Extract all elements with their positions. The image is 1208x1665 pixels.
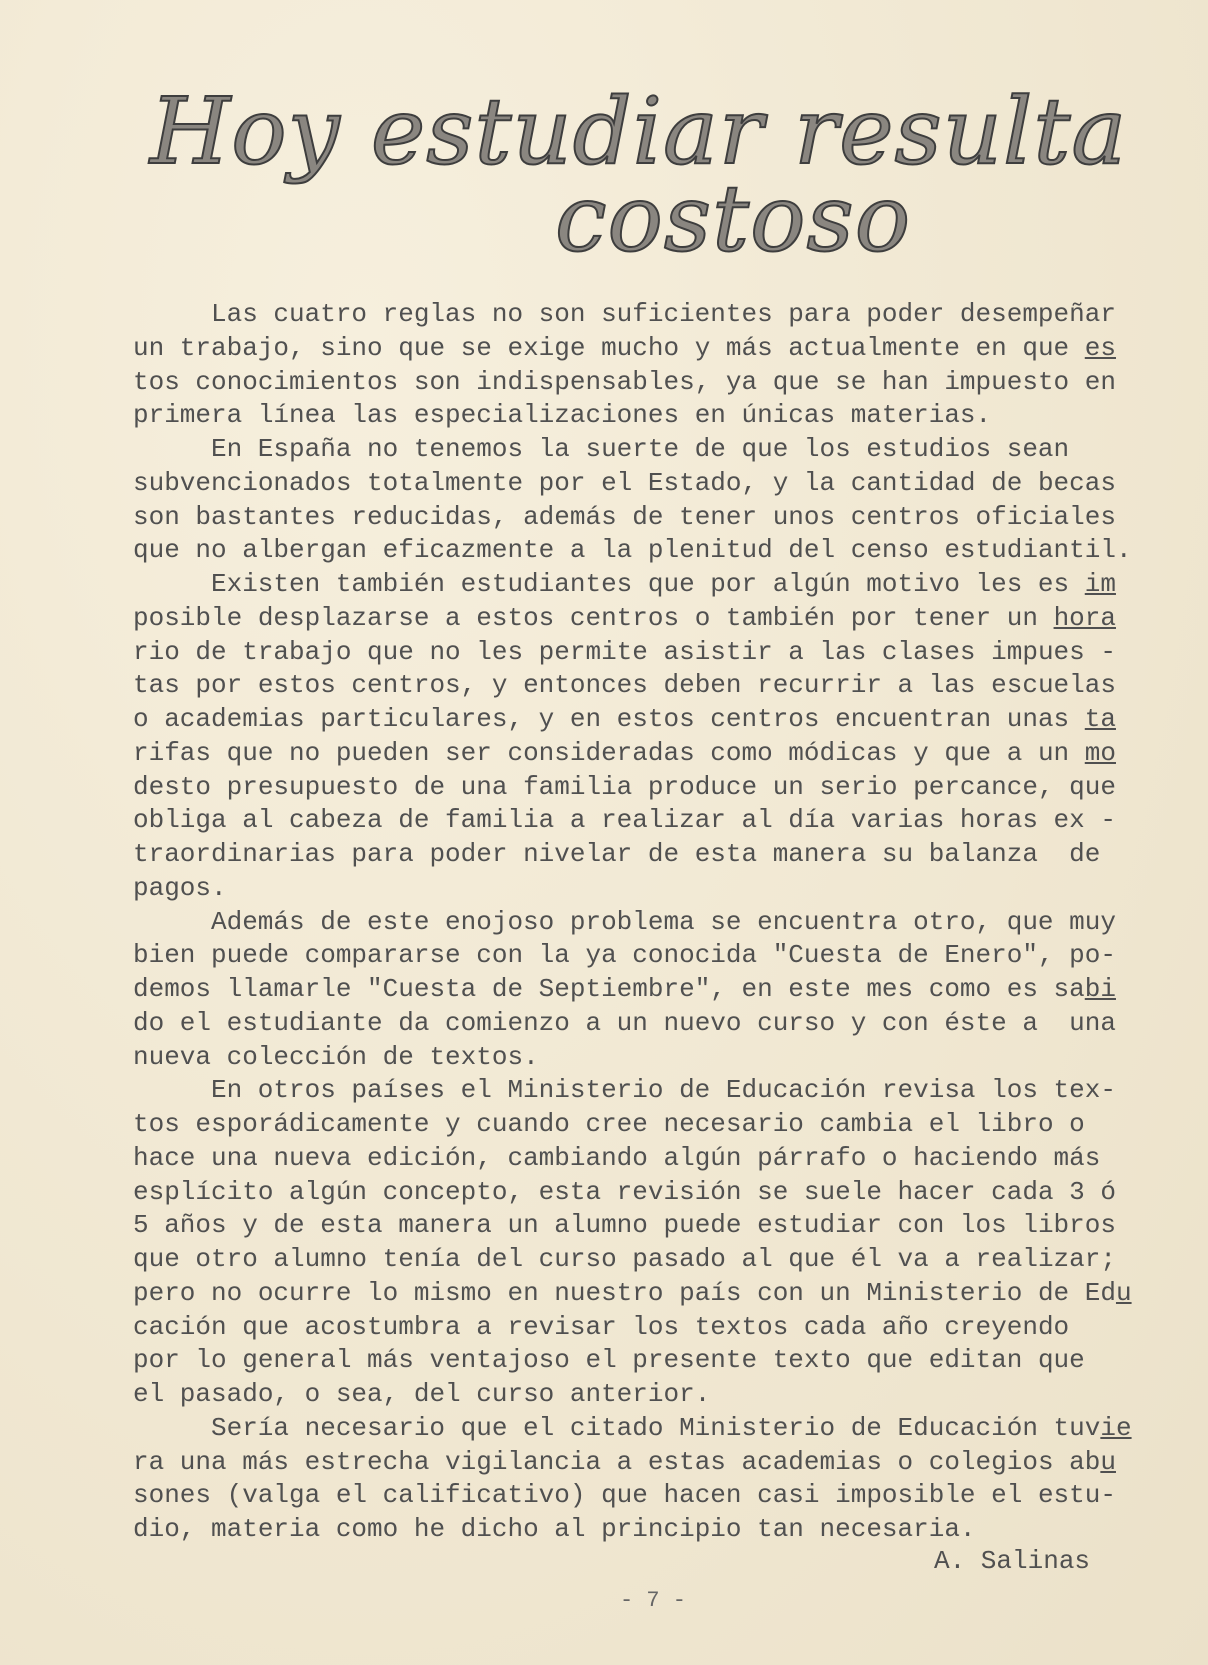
text-line	[133, 737, 1133, 771]
hyphenation-fragment: u	[1100, 1446, 1116, 1477]
text-line-content: Sería necesario que el citado Ministerio de Educación tuv	[211, 1412, 1101, 1443]
text-line	[133, 1007, 1133, 1041]
text-line	[133, 1209, 1133, 1243]
hyphenation-fragment: im	[1084, 569, 1116, 599]
text-line	[133, 1041, 1133, 1075]
text-line-content: obliga al cabeza de familia a realizar al día varias horas ex -	[133, 805, 1116, 836]
text-line	[133, 568, 1133, 602]
text-line-content: tos esporádicamente y cuando cree necesario cambia el libro o	[133, 1109, 1085, 1139]
text-line-content: que otro alumno tenía del curso pasado al que él va a realizar;	[133, 1244, 1116, 1274]
text-line	[133, 973, 1133, 1007]
text-line	[133, 1412, 1133, 1446]
text-line-content: rio de trabajo que no les permite asistir a las clases impues -	[133, 636, 1116, 667]
text-line	[133, 939, 1133, 973]
hyphenation-fragment: mo	[1084, 737, 1116, 768]
text-line	[133, 1311, 1133, 1345]
hyphenation-fragment: u	[1115, 1277, 1132, 1308]
text-line	[133, 1142, 1133, 1176]
text-line	[133, 669, 1133, 703]
text-line	[133, 872, 1133, 906]
text-line-content: pagos.	[133, 872, 227, 903]
text-line	[133, 298, 1133, 332]
text-line	[133, 838, 1133, 872]
article-title-line-1: Hoy estudiar resulta	[150, 78, 1128, 185]
text-line-content: bien puede compararse con la ya conocida "Cuesta de Enero", po-	[133, 940, 1116, 971]
text-line-content: hace una nueva edición, cambiando algún párrafo o haciendo más	[133, 1142, 1101, 1173]
text-line	[133, 332, 1133, 366]
text-line-content: el pasado, o sea, del curso anterior.	[133, 1379, 711, 1409]
text-line-content: esplícito algún concepto, esta revisión se suele hacer cada 3 ó	[133, 1176, 1116, 1207]
text-line	[133, 771, 1133, 805]
text-line-content: posible desplazarse a estos centros o también por tener un	[133, 602, 1054, 633]
hyphenation-fragment: bi	[1084, 974, 1116, 1004]
text-line-content: En España no tenemos la suerte de que los estudios sean	[211, 434, 1070, 464]
text-line	[133, 1344, 1133, 1378]
text-line	[133, 602, 1133, 636]
text-line-content: do el estudiante da comienzo a un nuevo curso y con éste a una	[133, 1007, 1116, 1038]
text-line	[133, 804, 1133, 838]
text-line	[133, 1243, 1133, 1277]
text-line-content: demos llamarle "Cuesta de Septiembre", en este mes como es sa	[133, 974, 1085, 1004]
text-line-content: tos conocimientos son indispensables, ya que se han impuesto en	[133, 366, 1116, 397]
hyphenation-fragment: es	[1084, 332, 1116, 363]
text-line	[133, 366, 1133, 400]
text-line-content: un trabajo, sino que se exige mucho y más actualmente en que	[133, 332, 1085, 363]
text-line-content: ra una más estrecha vigilancia a estas academias o colegios ab	[133, 1446, 1101, 1477]
text-line-content: Además de este enojoso problema se encuentra otro, que muy	[211, 906, 1116, 937]
text-line	[133, 1479, 1133, 1513]
text-line	[133, 1277, 1133, 1311]
article-body	[133, 298, 1133, 1547]
text-line-content: tas por estos centros, y entonces deben recurrir a las escuelas	[133, 670, 1116, 701]
page-number: - 7 -	[620, 1588, 687, 1613]
text-line	[133, 636, 1133, 670]
text-line-content: o academias particulares, y en estos centros encuentran unas	[133, 704, 1085, 734]
text-line	[133, 1108, 1133, 1142]
author-signature: A. Salinas	[934, 1546, 1091, 1576]
hyphenation-fragment: ta	[1084, 704, 1116, 734]
text-line	[133, 1074, 1133, 1108]
article-title-line-2: costoso	[555, 165, 912, 272]
text-line-content: pero no ocurre lo mismo en nuestro país con un Ministerio de Ed	[133, 1277, 1116, 1308]
hyphenation-fragment: hora	[1053, 602, 1116, 633]
hyphenation-fragment: ie	[1100, 1412, 1132, 1443]
text-line-content: son bastantes reducidas, además de tener unos centros oficiales	[133, 501, 1116, 532]
text-line	[133, 501, 1133, 535]
text-line-content: que no albergan eficazmente a la plenitud del censo estudiantil.	[133, 535, 1132, 566]
text-line-content: nueva colección de textos.	[133, 1041, 539, 1072]
text-line-content: 5 años y de esta manera un alumno puede estudiar con los libros	[133, 1210, 1116, 1241]
text-line-content: rifas que no pueden ser consideradas como módicas y que a un	[133, 737, 1085, 768]
text-line	[133, 1176, 1133, 1210]
text-line	[133, 399, 1133, 433]
text-line-content: traordinarias para poder nivelar de esta manera su balanza de	[133, 839, 1101, 869]
text-line	[133, 534, 1133, 568]
text-line-content: desto presupuesto de una familia produce un serio percance, que	[133, 771, 1116, 802]
text-line	[133, 906, 1133, 940]
text-line-content: primera línea las especializaciones en únicas materias.	[133, 400, 992, 431]
text-line-content: cación que acostumbra a revisar los textos cada año creyendo	[133, 1311, 1070, 1342]
text-line-content: En otros países el Ministerio de Educación revisa los tex-	[211, 1075, 1116, 1106]
text-line	[133, 467, 1133, 501]
text-line	[133, 1446, 1133, 1480]
text-line-content: dio, materia como he dicho al principio tan necesaria.	[133, 1514, 976, 1544]
text-line	[133, 1378, 1133, 1412]
text-line	[133, 433, 1133, 467]
text-line	[133, 1513, 1133, 1547]
text-line-content: Existen también estudiantes que por algún motivo les es	[211, 569, 1085, 599]
text-line-content: Las cuatro reglas no son suficientes para poder desempeñar	[211, 299, 1116, 329]
text-line-content: sones (valga el calificativo) que hacen casi imposible el estu-	[133, 1480, 1116, 1511]
text-line-content: subvencionados totalmente por el Estado, y la cantidad de becas	[133, 467, 1116, 498]
text-line-content: por lo general más ventajoso el presente texto que editan que	[133, 1345, 1085, 1376]
text-line	[133, 703, 1133, 737]
